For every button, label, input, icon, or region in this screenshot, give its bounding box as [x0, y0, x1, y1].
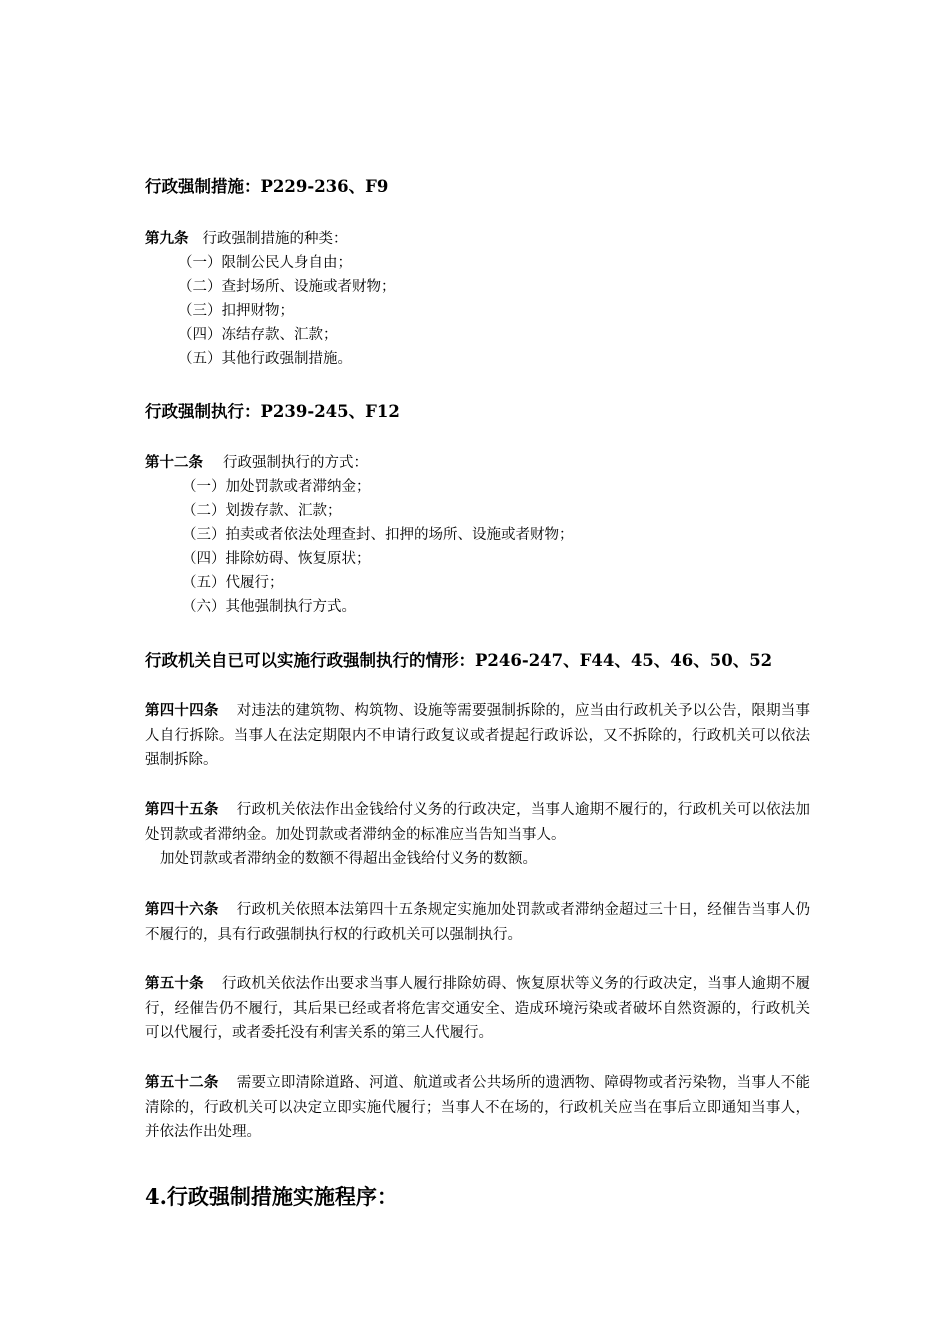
heading-procedure: 4.行政强制措施实施程序：: [145, 1184, 398, 1209]
heading-measures: 行政强制措施：P229-236、F9: [145, 177, 389, 196]
article-52: [145, 1071, 810, 1145]
article-text: 需要立即清除道路、河道、航道或者公共场所的遗洒物、障碍物或者污染物，当事人不能清除的，行政机关可以决定立即实施代履行；当事人不在场的，行政机关应当在事后立即通知当事人，并依法作出处理。: [145, 1075, 811, 1140]
list-item: （二）划拨存款、汇款；: [182, 503, 342, 519]
list-item: （二）查封场所、设施或者财物；: [178, 279, 396, 295]
article-9: [145, 227, 348, 251]
heading-self-execution: 行政机关自已可以实施行政强制执行的情形：P246-247、F44、45、46、50、52: [145, 651, 773, 670]
list-item: （五）代履行；: [182, 575, 284, 591]
article-text: 行政强制执行的方式：: [223, 455, 368, 471]
list-item: （一）限制公民人身自由；: [178, 255, 352, 271]
list-item: （四）排除妨碍、恢复原状；: [182, 551, 371, 567]
article-text: 行政机关依照本法第四十五条规定实施加处罚款或者滞纳金超过三十日，经催告当事人仍不履行的，具有行政强制执行权的行政机关可以强制执行。: [145, 902, 811, 943]
heading-execution: 行政强制执行：P239-245、F12: [145, 402, 400, 421]
article-label: 第五十二条: [145, 1074, 219, 1091]
article-label: 第五十条: [145, 975, 204, 992]
article-text: 行政机关依法作出金钱给付义务的行政决定，当事人逾期不履行的，行政机关可以依法加处罚款或者滞纳金。加处罚款或者滞纳金的标准应当告知当事人。: [145, 802, 811, 843]
list-item: （三）拍卖或者依法处理查封、扣押的场所、设施或者财物；: [182, 527, 574, 543]
article-50: [145, 972, 810, 1046]
article-text: 对违法的建筑物、构筑物、设施等需要强制拆除的，应当由行政机关予以公告，限期当事人自行拆除。当事人在法定期限内不申请行政复议或者提起行政诉讼，又不拆除的，行政机关可以依法强制拆除。: [145, 703, 811, 768]
article-46: [145, 898, 810, 947]
article-label: 第四十四条: [145, 702, 219, 719]
article-label: 第四十五条: [145, 801, 219, 818]
article-label: 第四十六条: [145, 901, 219, 918]
list-item: （六）其他强制执行方式。: [182, 599, 356, 615]
list-item: （五）其他行政强制措施。: [178, 351, 352, 367]
article-12: [145, 451, 368, 475]
article-label: 第十二条: [145, 454, 203, 471]
list-item: （四）冻结存款、汇款；: [178, 327, 338, 343]
article-extra-text: 加处罚款或者滞纳金的数额不得超出金钱给付义务的数额。: [160, 851, 537, 867]
article-45: [145, 798, 810, 872]
list-item: （三）扣押财物；: [178, 303, 294, 319]
article-44: [145, 699, 810, 773]
list-item: （一）加处罚款或者滞纳金；: [182, 479, 371, 495]
article-text: 行政强制措施的种类：: [202, 231, 348, 247]
article-label: 第九条: [145, 230, 189, 247]
article-text: 行政机关依法作出要求当事人履行排除妨碍、恢复原状等义务的行政决定，当事人逾期不履行，经催告仍不履行，其后果已经或者将危害交通安全、造成环境污染或者破坏自然资源的，行政机关可以代履行，或者委托没有利害关系的第三人代履行。: [145, 976, 811, 1041]
